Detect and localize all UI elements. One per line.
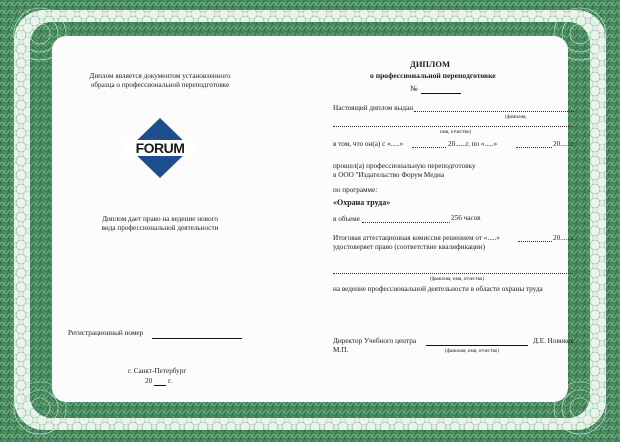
certifies-text: удостоверяет право (соответствие квалификации) bbox=[333, 243, 485, 251]
year-suffix: г. bbox=[168, 377, 172, 385]
hint-name: имя, отчество) bbox=[440, 130, 472, 135]
doc-status-line-1: Диплом является документом установленного bbox=[89, 72, 231, 80]
volume-dots bbox=[362, 222, 450, 223]
period-dots-2 bbox=[516, 147, 552, 148]
reg-number-label: Регистрационный номер bbox=[68, 329, 144, 337]
activity-text: на ведение профессиональной деятельности в области охраны труда bbox=[333, 285, 543, 293]
volume-prefix: в объеме bbox=[333, 215, 360, 223]
rights-line-1: Диплом дает право на ведение нового bbox=[102, 215, 218, 223]
passed-line-1: прошел(а) профессиональную переподготовку bbox=[333, 162, 476, 170]
name-dots bbox=[333, 126, 573, 127]
number-sign: № bbox=[410, 84, 418, 93]
issued-to-dots bbox=[414, 111, 574, 112]
director-name: Д.Е. Новиков bbox=[533, 337, 574, 345]
fio-dots bbox=[333, 273, 573, 274]
passed-line-2: в ООО "Издательство Форум Медиа bbox=[333, 171, 445, 179]
director-label: Директор Учебного центра bbox=[333, 337, 417, 345]
commission-dots bbox=[518, 241, 552, 242]
program-label: по программе: bbox=[333, 186, 378, 194]
rights-line-2: вида профессиональной деятельности bbox=[101, 224, 219, 232]
period-year-2: 20......г. bbox=[553, 140, 575, 148]
doc-status-line-2: образца о профессиональной переподготовке bbox=[90, 81, 230, 89]
program-name: «Охрана труда» bbox=[333, 198, 391, 207]
hint-fio: (фамилия, имя, отчество) bbox=[430, 277, 484, 282]
forum-logo bbox=[125, 116, 195, 180]
issued-to-label: Настоящий диплом выдан bbox=[333, 104, 414, 112]
city: г. Санкт-Петербург bbox=[128, 367, 187, 375]
commission-year: 20......г. bbox=[553, 234, 575, 242]
hint-surname: (фамилия, bbox=[505, 115, 527, 120]
hint-fio-2: (фамилия, имя, отчество) bbox=[445, 349, 499, 354]
volume-hours: 256 часов bbox=[451, 214, 481, 222]
diploma-title: ДИПЛОМ bbox=[409, 59, 451, 69]
period-year-1: 20......г. по «.....» bbox=[448, 140, 498, 148]
commission-text: Итоговая аттестационная комиссия решением от «.....» bbox=[333, 234, 500, 242]
period-dots-1 bbox=[412, 147, 446, 148]
year-line bbox=[154, 385, 166, 386]
year-prefix: 20 bbox=[145, 377, 153, 385]
reg-number-line bbox=[152, 338, 242, 339]
forum-logo-text: FORUM bbox=[135, 140, 185, 156]
period-text: в том, что он(а) с «.....» bbox=[333, 140, 404, 148]
diploma-subtitle: о профессиональной переподготовке bbox=[370, 71, 496, 80]
number-line bbox=[421, 93, 461, 94]
stamp-label: М.П. bbox=[333, 346, 349, 354]
director-signature-line bbox=[426, 345, 528, 346]
